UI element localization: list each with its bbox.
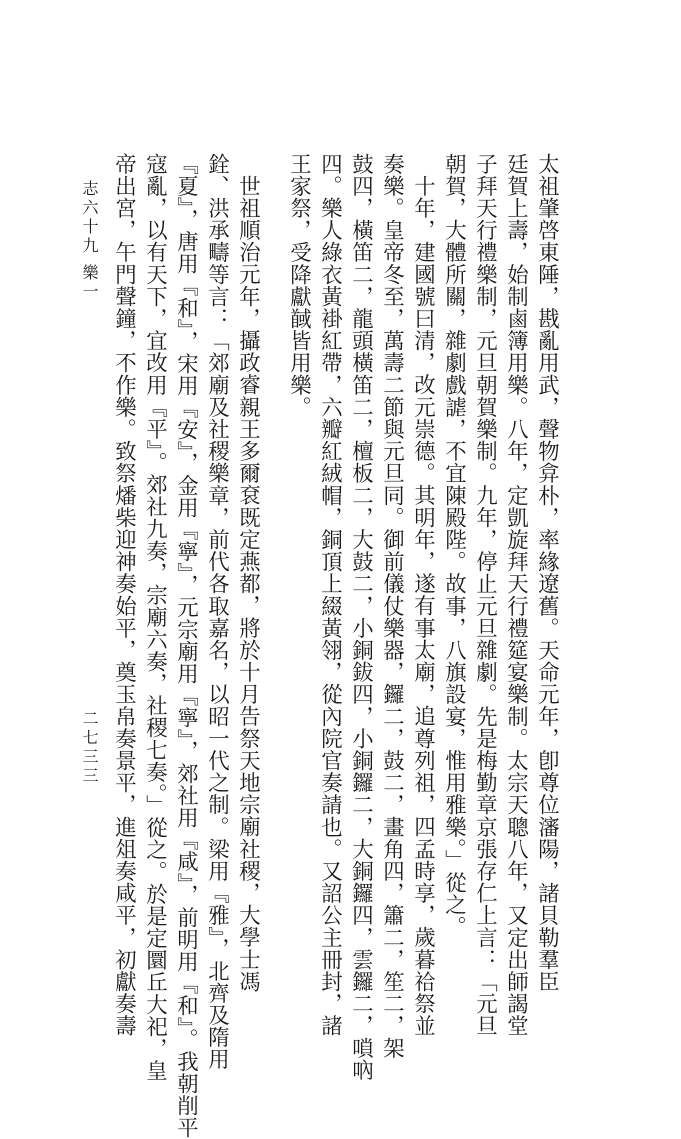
text-column-7: 鼓四，橫笛二，龍頭橫笛二，檀板二，大鼓二，小銅鈸四，小銅鑼二，大銅鑼四，雲鑼二，嗩吶: [348, 153, 374, 1082]
text-column-2: 廷賀上壽，始制鹵簿用樂。八年，定凱旋拜天行禮筵宴樂制。太宗天聰八年，又定出師謁堂: [503, 153, 529, 1037]
chapter-label: 志六十九 樂一: [80, 180, 99, 303]
text-column-10: 世祖順治元年，攝政睿親王多爾袞既定燕都，將於十月告祭天地宗廟社稷，大學士馮: [235, 175, 261, 993]
text-column-5: 十年，建國號曰清，改元崇德。其明年，遂有事太廟，追尊列祖，四孟時享，歲暮祫祭並: [410, 175, 436, 1037]
text-column-11: 銓、洪承疇等言：「郊廟及社稷樂章，前代各取嘉名，以昭一代之制。梁用『雅』，北齊及隋用: [204, 153, 230, 1071]
text-column-13: 寇亂，以有天下，宜改用『平』。郊社九奏，宗廟六奏，社稷七奏。」從之。於是定圜丘大祀，皇: [142, 153, 168, 1082]
text-column-9: 王家祭，受降獻馘皆用樂。: [286, 153, 312, 419]
text-column-4: 朝賀，大體所關，雜劇戲謔，不宜陳殿陛。故事，八旗設宴，惟用雅樂。」從之。: [441, 153, 467, 938]
text-column-8: 四。樂人綠衣黃褂紅帶，六瓣紅絨帽，銅頂上綴黃翎，從內院官奏請也。又詔公主冊封，諸: [317, 153, 343, 1037]
page-number: 二七三三: [80, 710, 99, 786]
text-column-3: 子拜天行禮樂制，元旦朝賀樂制。九年，停止元旦雜劇。先是梅勤章京張存仁上言：「元旦: [472, 153, 498, 1037]
text-column-12: 『夏』，唐用『和』，宋用『安』，金用『寧』，元宗廟用『寧』，郊社用『咸』，前明用『和』。我朝削平: [173, 153, 199, 1139]
text-column-1: 太祖肇啓東陲，戡亂用武，聲物弇朴，率緣遼舊。天命元年，卽尊位瀋陽，諸貝勒羣臣: [534, 153, 560, 993]
text-column-14: 帝出宮，午門聲鐘，不作樂。致祭燔柴迎神奏始平，奠玉帛奏景平，進俎奏咸平，初獻奏壽: [111, 153, 137, 1037]
text-column-6: 奏樂。皇帝冬至，萬壽二節與元旦同。御前儀仗樂器，鑼二，鼓二，畫角四，簫二，笙二，架: [379, 153, 405, 1060]
